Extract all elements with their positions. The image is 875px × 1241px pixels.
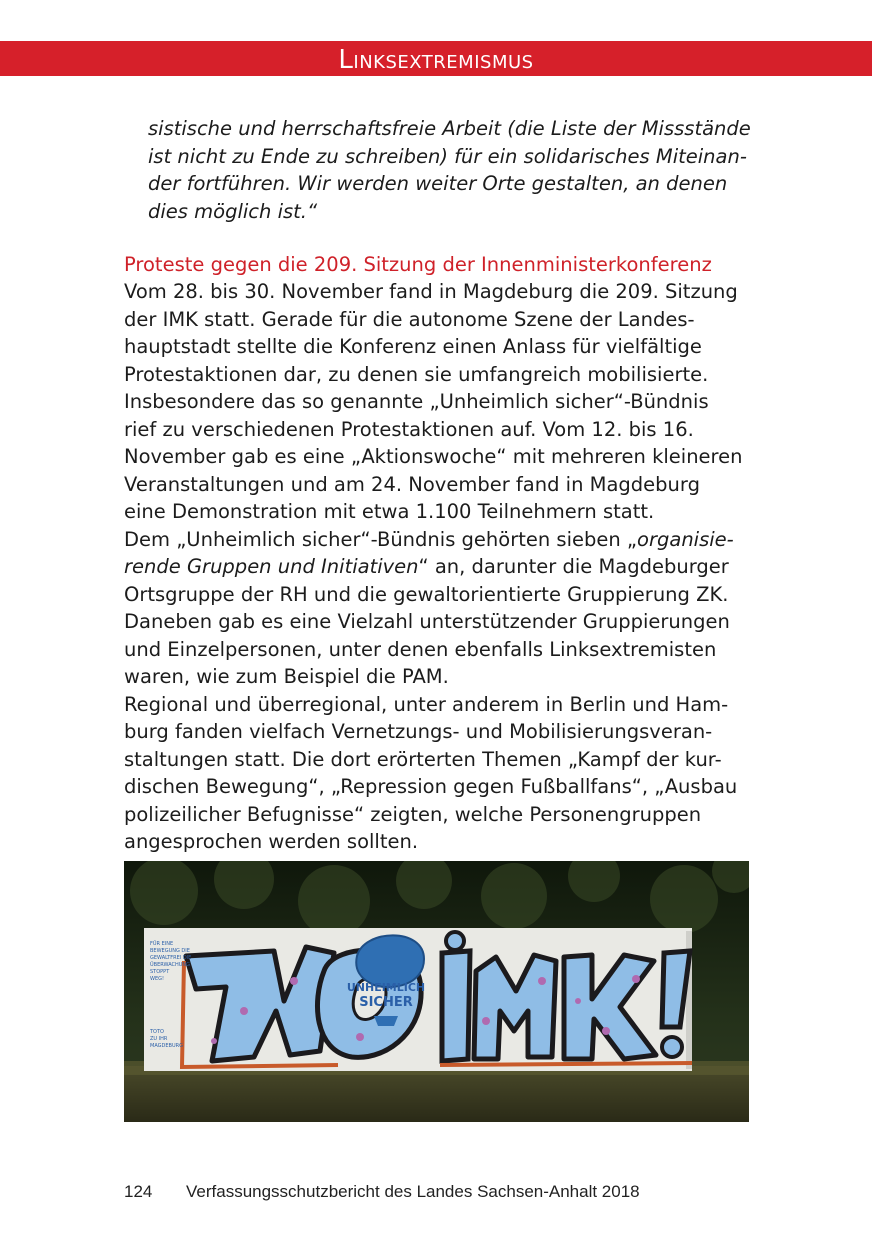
body-text-italic: organisie- [637,527,734,551]
page-number: 124 [124,1182,153,1201]
body-line [124,553,764,581]
graffiti-exclamation-dot [662,1037,682,1057]
body-line: dischen Bewegung“, „Repression gegen Fußballfans“, „Ausbau [124,775,738,798]
body-line: staltungen statt. Die dort erörterten Themen „Kampf der kur- [124,747,722,771]
body-line: Veranstaltungen und am 24. November fand in Magdeburg [124,472,700,496]
graffiti-center-line-2: SICHER [359,995,413,1010]
quote-line: ist nicht zu Ende zu schreiben) für ein solidarisches Miteinan- [148,144,747,168]
body-line: Regional und überregional, unter anderem in Berlin und Ham- [124,692,729,716]
graffiti-outline-right [440,1063,692,1065]
camera-icon [374,1016,398,1026]
body-line: eine Demonstration mit etwa 1.100 Teilnehmern statt. [124,500,655,523]
note-line: WEG! [150,976,164,982]
note-line: STOPPT [150,969,170,975]
body-line [124,526,764,554]
note-line: ZU IHR [150,1036,168,1042]
note-line: GEWALTFREI DIE [150,955,192,961]
graffiti-photo [124,861,749,1122]
body-line: polizeilicher Befugnisse“ zeigten, welche Personengruppen [124,802,702,826]
publication-title: Verfassungsschutzbericht des Landes Sachsen-Anhalt 2018 [186,1182,640,1201]
body-line: burg fanden vielfach Vernetzungs- und Mobilisierungsveran- [124,720,713,743]
quote-block [148,115,758,225]
page-footer [124,1182,640,1202]
body-line: Protestaktionen dar, zu denen sie umfangreich mobilisierte. [124,362,709,386]
body-line: rief zu verschiedenen Protestaktionen auf. Vom 12. bis 16. [124,417,694,441]
body-line: Vom 28. bis 30. November fand in Magdeburg die 209. Sitzung [124,280,738,303]
body-text-run: “ an, darunter die Magdeburger [418,555,729,578]
body-text-italic: rende Gruppen und Initiativen [124,555,419,578]
body-line: angesprochen werden sollten. [124,830,419,853]
quote-line: dies möglich ist.“ [148,199,318,223]
header-bar [0,41,872,76]
body-line: November gab es eine „Aktionswoche“ mit mehreren kleineren [124,445,743,468]
body-line: und Einzelpersonen, unter denen ebenfalls Linksextremisten [124,637,717,661]
body-text-run: Dem „Unheimlich sicher“-Bündnis gehörten sieben „ [124,527,638,551]
running-header-title: Linksextremismus [338,45,534,75]
graffiti-letter-i-dot [446,932,464,950]
note-line: FÜR EINE [150,941,174,947]
quote-line: sistische und herrschaftsfreie Arbeit (die Liste der Missstände [148,117,751,140]
graffiti-center-line-1: UNHEIMLICH [346,981,426,994]
graffiti-blue-blob [356,935,424,987]
body-line: waren, wie zum Beispiel die PAM. [124,665,449,688]
body-line: Daneben gab es eine Vielzahl unterstützender Gruppierungen [124,610,730,633]
note-line: MAGDEBURG [150,1043,183,1049]
note-line: TOTO [150,1029,164,1035]
graffiti-letter-i [442,951,470,1061]
graffiti-photo-illustration [124,861,749,1122]
section-heading: Proteste gegen die 209. Sitzung der Innenministerkonferenz [124,253,712,276]
body-line: hauptstadt stellte die Konferenz einen Anlass für vielfältige [124,335,702,358]
body-line: der IMK statt. Gerade für die autonome Szene der Landes- [124,307,695,331]
body-line: Insbesondere das so genannte „Unheimlich sicher“-Bündnis [124,390,709,413]
quote-line: der fortführen. Wir werden weiter Orte gestalten, an denen [148,172,728,195]
body-line: Ortsgruppe der RH und die gewaltorientierte Gruppierung ZK. [124,582,729,606]
note-line: ÜBERWACHUNG [150,962,191,968]
body-text [124,278,764,856]
note-line: BEWEGUNG DIE [150,948,190,954]
